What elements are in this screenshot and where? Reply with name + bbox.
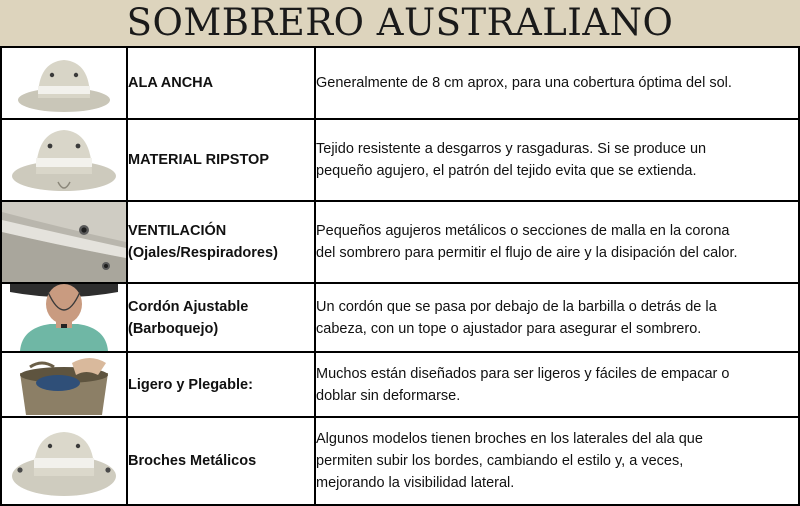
table-row <box>1 352 799 417</box>
row-description-line: Pequeños agujeros metálicos o secciones de malla en la corona <box>316 223 730 239</box>
row-name <box>127 283 315 352</box>
page-title: SOMBRERO AUSTRALIANO <box>126 1 674 44</box>
row-description <box>315 283 799 352</box>
row-description-line: Tejido resistente a desgarros y rasgaduras. Si se produce un <box>316 141 707 157</box>
row-image <box>1 47 127 119</box>
row-name <box>127 352 315 417</box>
row-name-line: (Barboquejo) <box>128 320 219 337</box>
row-name <box>127 417 315 505</box>
chin-strap-icon <box>2 284 126 351</box>
features-table <box>0 46 800 506</box>
row-description-line: Generalmente de 8 cm aprox, para una cobertura óptima del sol. <box>316 75 732 91</box>
row-name <box>127 119 315 201</box>
ventilation-eyelet-icon <box>2 202 126 282</box>
row-name-line: Ligero y Plegable: <box>128 376 253 393</box>
table-row <box>1 417 799 505</box>
row-description <box>315 47 799 119</box>
row-name <box>127 47 315 119</box>
row-description <box>315 352 799 417</box>
row-name-line: MATERIAL RIPSTOP <box>128 152 269 168</box>
row-description <box>315 119 799 201</box>
row-description-line: permiten subir los bordes, cambiando el estilo y, a veces, <box>316 453 684 469</box>
row-name-line: ALA ANCHA <box>128 75 214 91</box>
hat-metal-snaps-icon <box>2 418 126 504</box>
row-description-line: del sombrero para permitir el flujo de aire y la disipación del calor. <box>316 245 738 261</box>
row-image <box>1 201 127 283</box>
row-description-line: Algunos modelos tienen broches en los laterales del ala que <box>316 431 703 447</box>
title-banner <box>0 0 800 46</box>
row-name-line: (Ojales/Respiradores) <box>128 245 278 261</box>
row-image <box>1 119 127 201</box>
table-row <box>1 201 799 283</box>
row-description-line: Muchos están diseñados para ser ligeros y fáciles de empacar o <box>316 365 730 382</box>
row-name-line: Broches Metálicos <box>128 453 257 469</box>
row-description-line: doblar sin deformarse. <box>316 387 461 404</box>
row-description-line: Un cordón que se pasa por debajo de la barbilla o detrás de la <box>316 298 717 315</box>
foldable-hat-bag-icon <box>2 353 126 416</box>
row-description-line: pequeño agujero, el patrón del tejido evita que se extienda. <box>316 163 697 179</box>
row-name-line: VENTILACIÓN <box>128 223 227 239</box>
table-row <box>1 283 799 352</box>
row-image <box>1 417 127 505</box>
row-description <box>315 417 799 505</box>
row-image <box>1 352 127 417</box>
hat-ripstop-icon <box>2 120 126 200</box>
table-row <box>1 47 799 119</box>
row-name <box>127 201 315 283</box>
table-row <box>1 119 799 201</box>
row-description-line: cabeza, con un tope o ajustador para asegurar el sombrero. <box>316 320 702 337</box>
hat-wide-brim-icon <box>2 48 126 118</box>
row-description <box>315 201 799 283</box>
row-name-line: Cordón Ajustable <box>128 298 249 315</box>
row-description-line: mejorando la visibilidad lateral. <box>316 475 515 491</box>
row-image <box>1 283 127 352</box>
